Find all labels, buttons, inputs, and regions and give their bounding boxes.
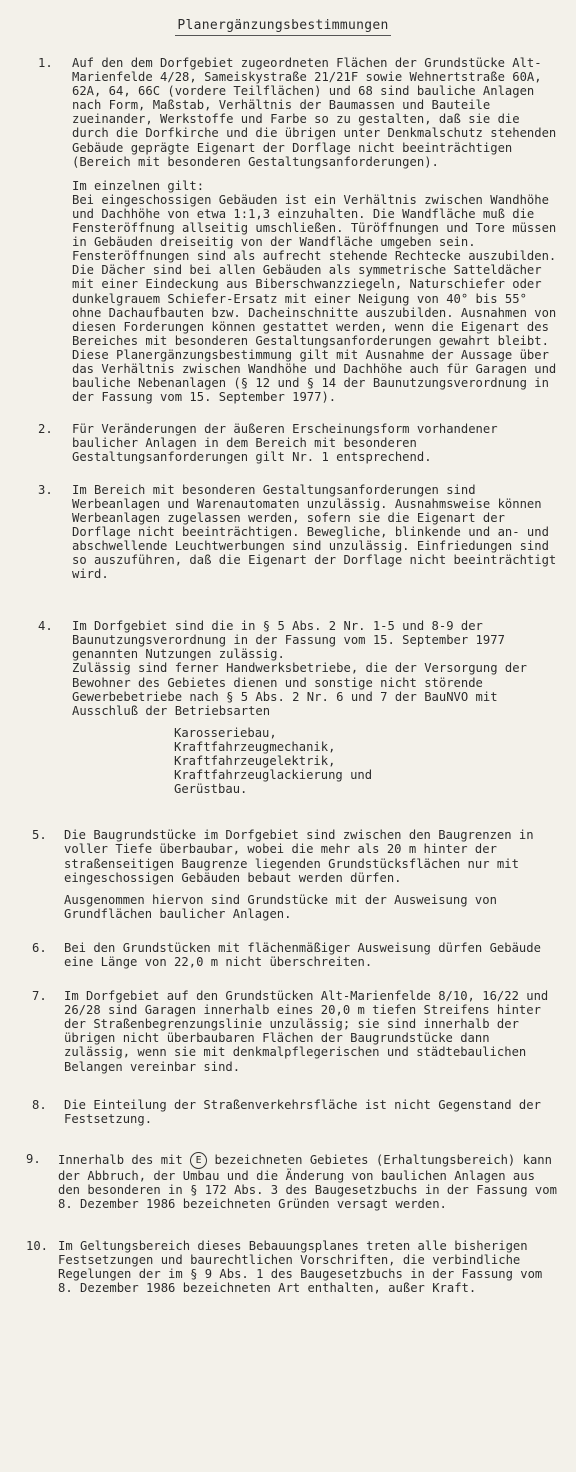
clause-paragraph: Auf den dem Dorfgebiet zugeordneten Flächen der Grundstücke Alt-Marienfelde 4/28, Sameiskystraße 21/21F sowie Wehnertstraße 60A, 62A, 64, 66C (vordere Teilflächen) und 68 sind bauliche Anlagen nach Form, Maßstab, Verhältnis der Baumassen und Bauteile zueinander, Werkstoffe und Farbe so zu gestalten, daß sie die durch die Dorfkirche und die übrigen unter Denkmalschutz stehenden Gebäude geprägte Eigenart der Dorflage nicht beeinträchtigen (Bereich mit besonderen Gestaltungsanforderungen).: [72, 56, 557, 169]
clause-7: [0, 989, 566, 1074]
clause-9: [0, 1152, 566, 1211]
clause-paragraph: Diese Planergänzungsbestimmung gilt mit Ausnahme der Aussage über das Verhältnis zwischen Wandhöhe und Dachhöhe auch für Garagen und bauliche Nebenanlagen (§ 12 und § 14 der Baunutzungsverordnung in der Fassung vom 15. September 1977).: [72, 347, 557, 405]
list-item: Karosseriebau,: [174, 725, 277, 740]
excluded-business-list: [174, 726, 560, 796]
clause-2: [0, 422, 566, 464]
clause-paragraph: Ausgenommen hiervon sind Grundstücke mit der Ausweisung von Grundflächen baulicher Anlagen.: [64, 892, 497, 921]
clause-number: 8.: [32, 1097, 47, 1112]
clause-4: [0, 619, 566, 796]
clause-paragraph: Die Einteilung der Straßenverkehrsfläche ist nicht Gegenstand der Festsetzung.: [64, 1097, 541, 1126]
list-item: Kraftfahrzeugmechanik,: [174, 739, 336, 754]
clause-number: 9.: [26, 1151, 41, 1166]
clause-10: [0, 1239, 566, 1295]
clause-3: [0, 483, 566, 582]
clause-paragraph: Im Dorfgebiet auf den Grundstücken Alt-Marienfelde 8/10, 16/22 und 26/28 sind Garagen innerhalb eines 20,0 m tiefen Streifens hinter der Straßenbegrenzungslinie unzulässig; sie sind innerhalb der übrigen nicht überbaubaren Flächen der Baugrundstücke dann zulässig, wenn sie mit denkmalpflegerischen und städtebaulichen Belangen vereinbar sind.: [64, 989, 549, 1074]
clause-text-post: bezeichneten Gebietes (Erhaltungsbereich) kann der Abbruch, der Umbau und die Änderung von baulichen Anlagen aus den besonderen in § 172 Abs. 3 des Baugesetzbuchs in der Fassung vom 8. Dezember 1986 bezeichneten Gründen versagt werden.: [58, 1152, 557, 1211]
clause-number: 1.: [38, 56, 53, 70]
clause-paragraph: Zulässig sind ferner Handwerksbetriebe, die der Versorgung der Bewohner des Gebietes dienen und sonstige nicht störende Gewerbebetriebe nach § 5 Abs. 2 Nr. 6 und 7 der BauNVO mit Ausschluß der Betriebsarten: [72, 661, 527, 718]
clause-number: 6.: [32, 940, 47, 955]
clause-paragraph: [58, 1152, 560, 1211]
clause-number: 10.: [26, 1239, 49, 1254]
clause-paragraph: Im einzelnen gilt:: [72, 178, 205, 193]
clause-paragraph: Im Bereich mit besonderen Gestaltungsanforderungen sind Werbeanlagen und Warenautomaten unzulässig. Ausnahmsweise können Werbeanlagen zugelassen werden, sofern sie die Eigenart der Dorflage nicht beeinträchtigen. Bewegliche, blinkende und an- und abschwellende Leuchtwerbungen sind unzulässig. Einfriedungen sind so auszuführen, daß die Eigenart der Dorflage nicht beeinträchtigt wird.: [72, 482, 557, 582]
list-item: Kraftfahrzeuglackierung und: [174, 768, 373, 783]
list-item: Kraftfahrzeugelektrik,: [174, 754, 336, 769]
clause-number: 5.: [32, 828, 47, 843]
clause-6: [0, 941, 566, 969]
clause-paragraph: Im Dorfgebiet sind die in § 5 Abs. 2 Nr. 1-5 und 8-9 der Baunutzungsverordnung in der Fassung vom 15. September 1977 genannten Nutzungen zulässig.: [72, 619, 505, 662]
clause-5: [0, 828, 566, 921]
clause-paragraph: Bei eingeschossigen Gebäuden ist ein Verhältnis zwischen Wandhöhe und Dachhöhe von etwa 1:1,3 einzuhalten. Die Wandfläche muß die Fensteröffnung allseitig umschließen. Türöffnungen und Tore müssen in Gebäuden dreiseitig von der Wandfläche umgeben sein. Fensteröffnungen sind als aufrecht stehende Rechtecke auszubilden. Die Dächer sind bei allen Gebäuden als symmetrische Satteldächer mit einer Eindeckung aus Biberschwanzziegeln, Naturschiefer oder dunkelgrauem Schiefer-Ersatz mit einer Neigung von 40° bis 55° ohne Dachaufbauten bzw. Dacheinschnitte auszubilden. Ausnahmen von diesen Forderungen können gestattet werden, wenn die Eigenart des Bereiches mit besonderen Gestaltungsanforderungen gewahrt bleibt.: [72, 192, 557, 348]
clause-text-pre: Innerhalb des mit: [58, 1152, 183, 1167]
clause-number: 4.: [38, 619, 53, 634]
clause-number: 3.: [38, 482, 53, 497]
clause-1: [0, 56, 566, 404]
clause-number: 2.: [38, 422, 53, 437]
clause-paragraph: Im Geltungsbereich dieses Bebauungsplanes treten alle bisherigen Festsetzungen und baurechtlichen Vorschriften, die verbindliche Regelungen der im § 9 Abs. 1 des Baugesetzbuchs in der Fassung vom 8. Dezember 1986 bezeichneten Art enthalten, außer Kraft.: [58, 1239, 543, 1296]
document-title: Planergänzungsbestimmungen: [0, 18, 566, 38]
clause-paragraph: Für Veränderungen der äußeren Erscheinungsform vorhandener baulicher Anlagen in dem Bereich mit besonderen Gestaltungsanforderungen gilt Nr. 1 entsprechend.: [72, 422, 498, 465]
clause-paragraph: Die Baugrundstücke im Dorfgebiet sind zwischen den Baugrenzen in voller Tiefe überbaubar, wobei die mehr als 20 m hinter der straßenseitigen Baugrenze liegenden Grundstücksflächen nur mit eingeschossigen Gebäuden bebaut werden dürfen.: [64, 828, 534, 885]
circled-e-icon: E: [190, 1152, 207, 1169]
clause-8: [0, 1098, 566, 1126]
list-item: Gerüstbau.: [174, 782, 248, 797]
clause-paragraph: Bei den Grundstücken mit flächenmäßiger Ausweisung dürfen Gebäude eine Länge von 22,0 m nicht überschreiten.: [64, 940, 541, 969]
clause-number: 7.: [32, 989, 47, 1004]
